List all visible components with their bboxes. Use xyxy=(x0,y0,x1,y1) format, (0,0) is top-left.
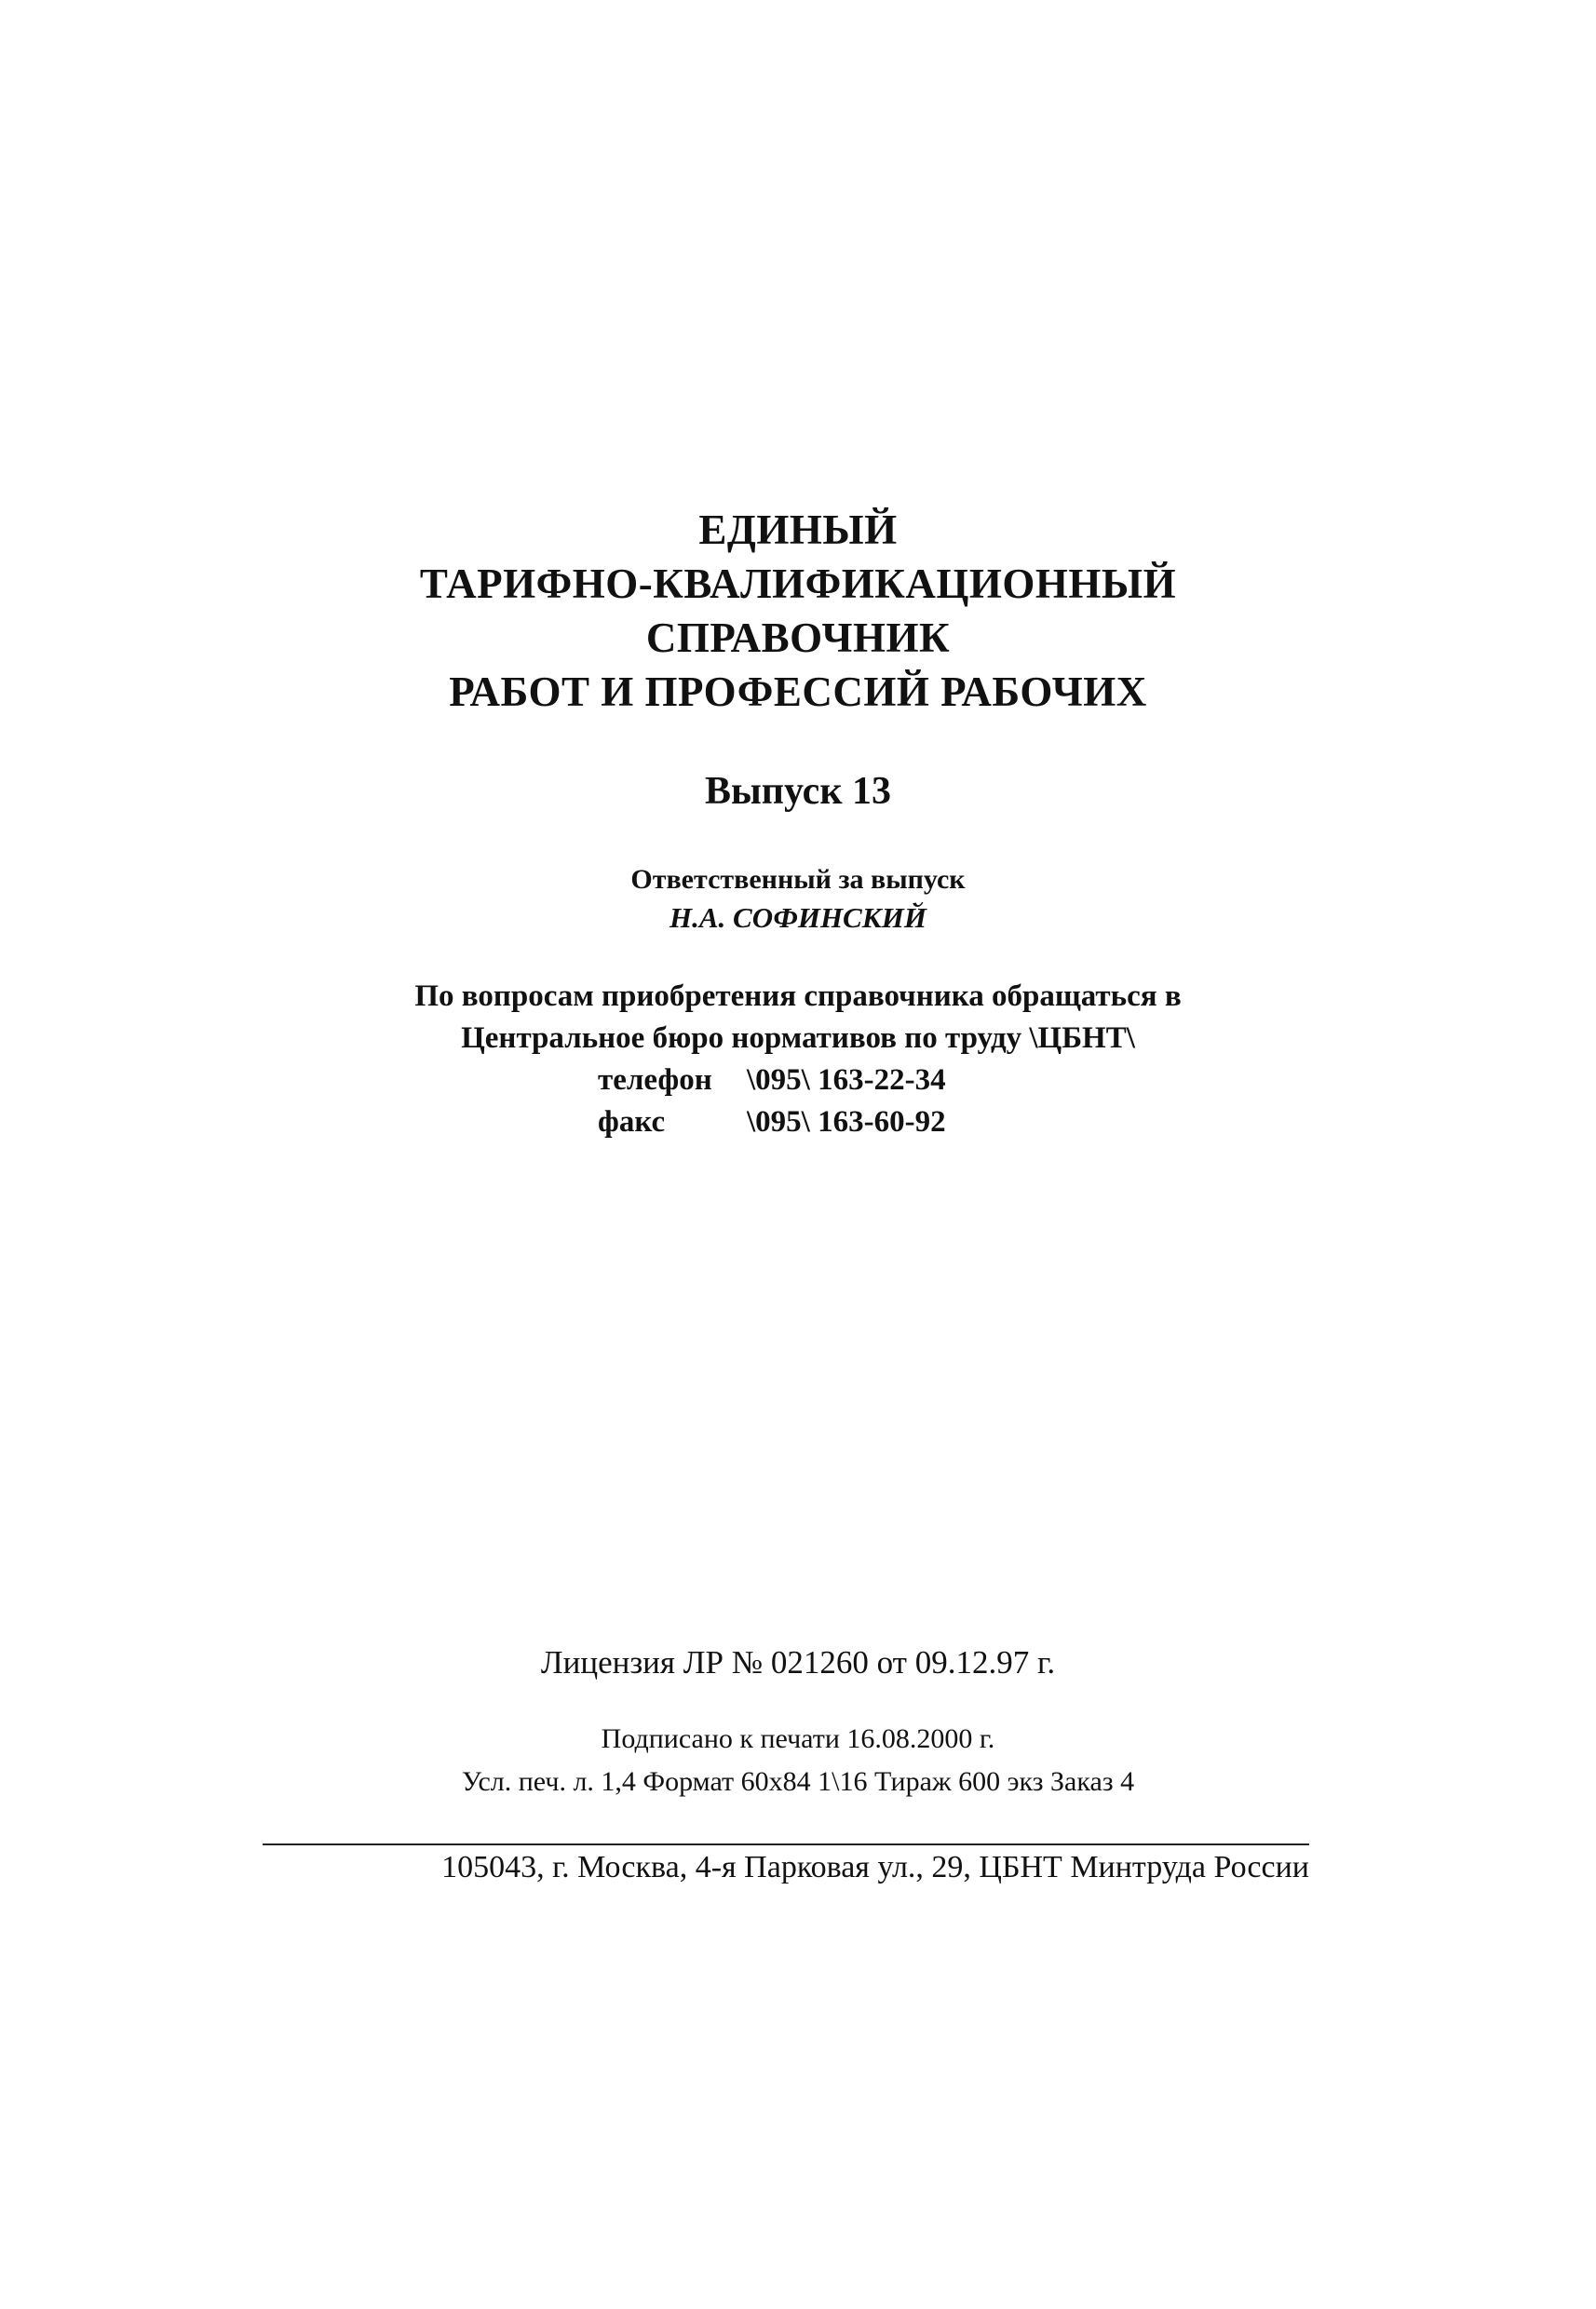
phone-value: \095\ 163-22-34 xyxy=(747,1063,946,1097)
editor-role: Ответственный за выпуск xyxy=(630,864,966,895)
title-line-2: ТАРИФНО-КВАЛИФИКАЦИОННЫЙ xyxy=(419,560,1177,607)
title-line-4: РАБОТ И ПРОФЕССИЙ РАБОЧИХ xyxy=(449,668,1147,715)
footer-divider xyxy=(263,1843,1309,1845)
phone-row xyxy=(0,1060,1596,1101)
license-line: Лицензия ЛР № 021260 от 09.12.97 г. xyxy=(540,1644,1056,1681)
contacts-line-2: Центральное бюро нормативов по труду \ЦБНТ\ xyxy=(461,1021,1135,1055)
imprint-details: Усл. печ. л. 1,4 Формат 60х84 1\16 Тираж 600 экз Заказ 4 xyxy=(461,1766,1135,1797)
fax-value: \095\ 163-60-92 xyxy=(747,1105,946,1139)
imprint-block xyxy=(0,1718,1596,1803)
contacts-block xyxy=(0,976,1596,1143)
phone-label: телефон xyxy=(598,1063,712,1097)
contacts-line-1: По вопросам приобретения справочника обращаться в xyxy=(414,979,1182,1013)
editor-block xyxy=(0,860,1596,937)
editor-name: Н.А. СОФИНСКИЙ xyxy=(670,901,926,934)
issue-number: Выпуск 13 xyxy=(704,770,892,813)
fax-label: факс xyxy=(598,1105,666,1139)
document-title xyxy=(0,503,1596,719)
title-line-3: СПРАВОЧНИК xyxy=(645,614,951,661)
title-line-1: ЕДИНЫЙ xyxy=(698,506,898,553)
imprint-signed: Подписано к печати 16.08.2000 г. xyxy=(601,1723,995,1754)
fax-row xyxy=(0,1101,1596,1143)
publisher-address: 105043, г. Москва, 4-я Парковая ул., 29, ЦБНТ Минтруда России xyxy=(441,1850,1309,1884)
